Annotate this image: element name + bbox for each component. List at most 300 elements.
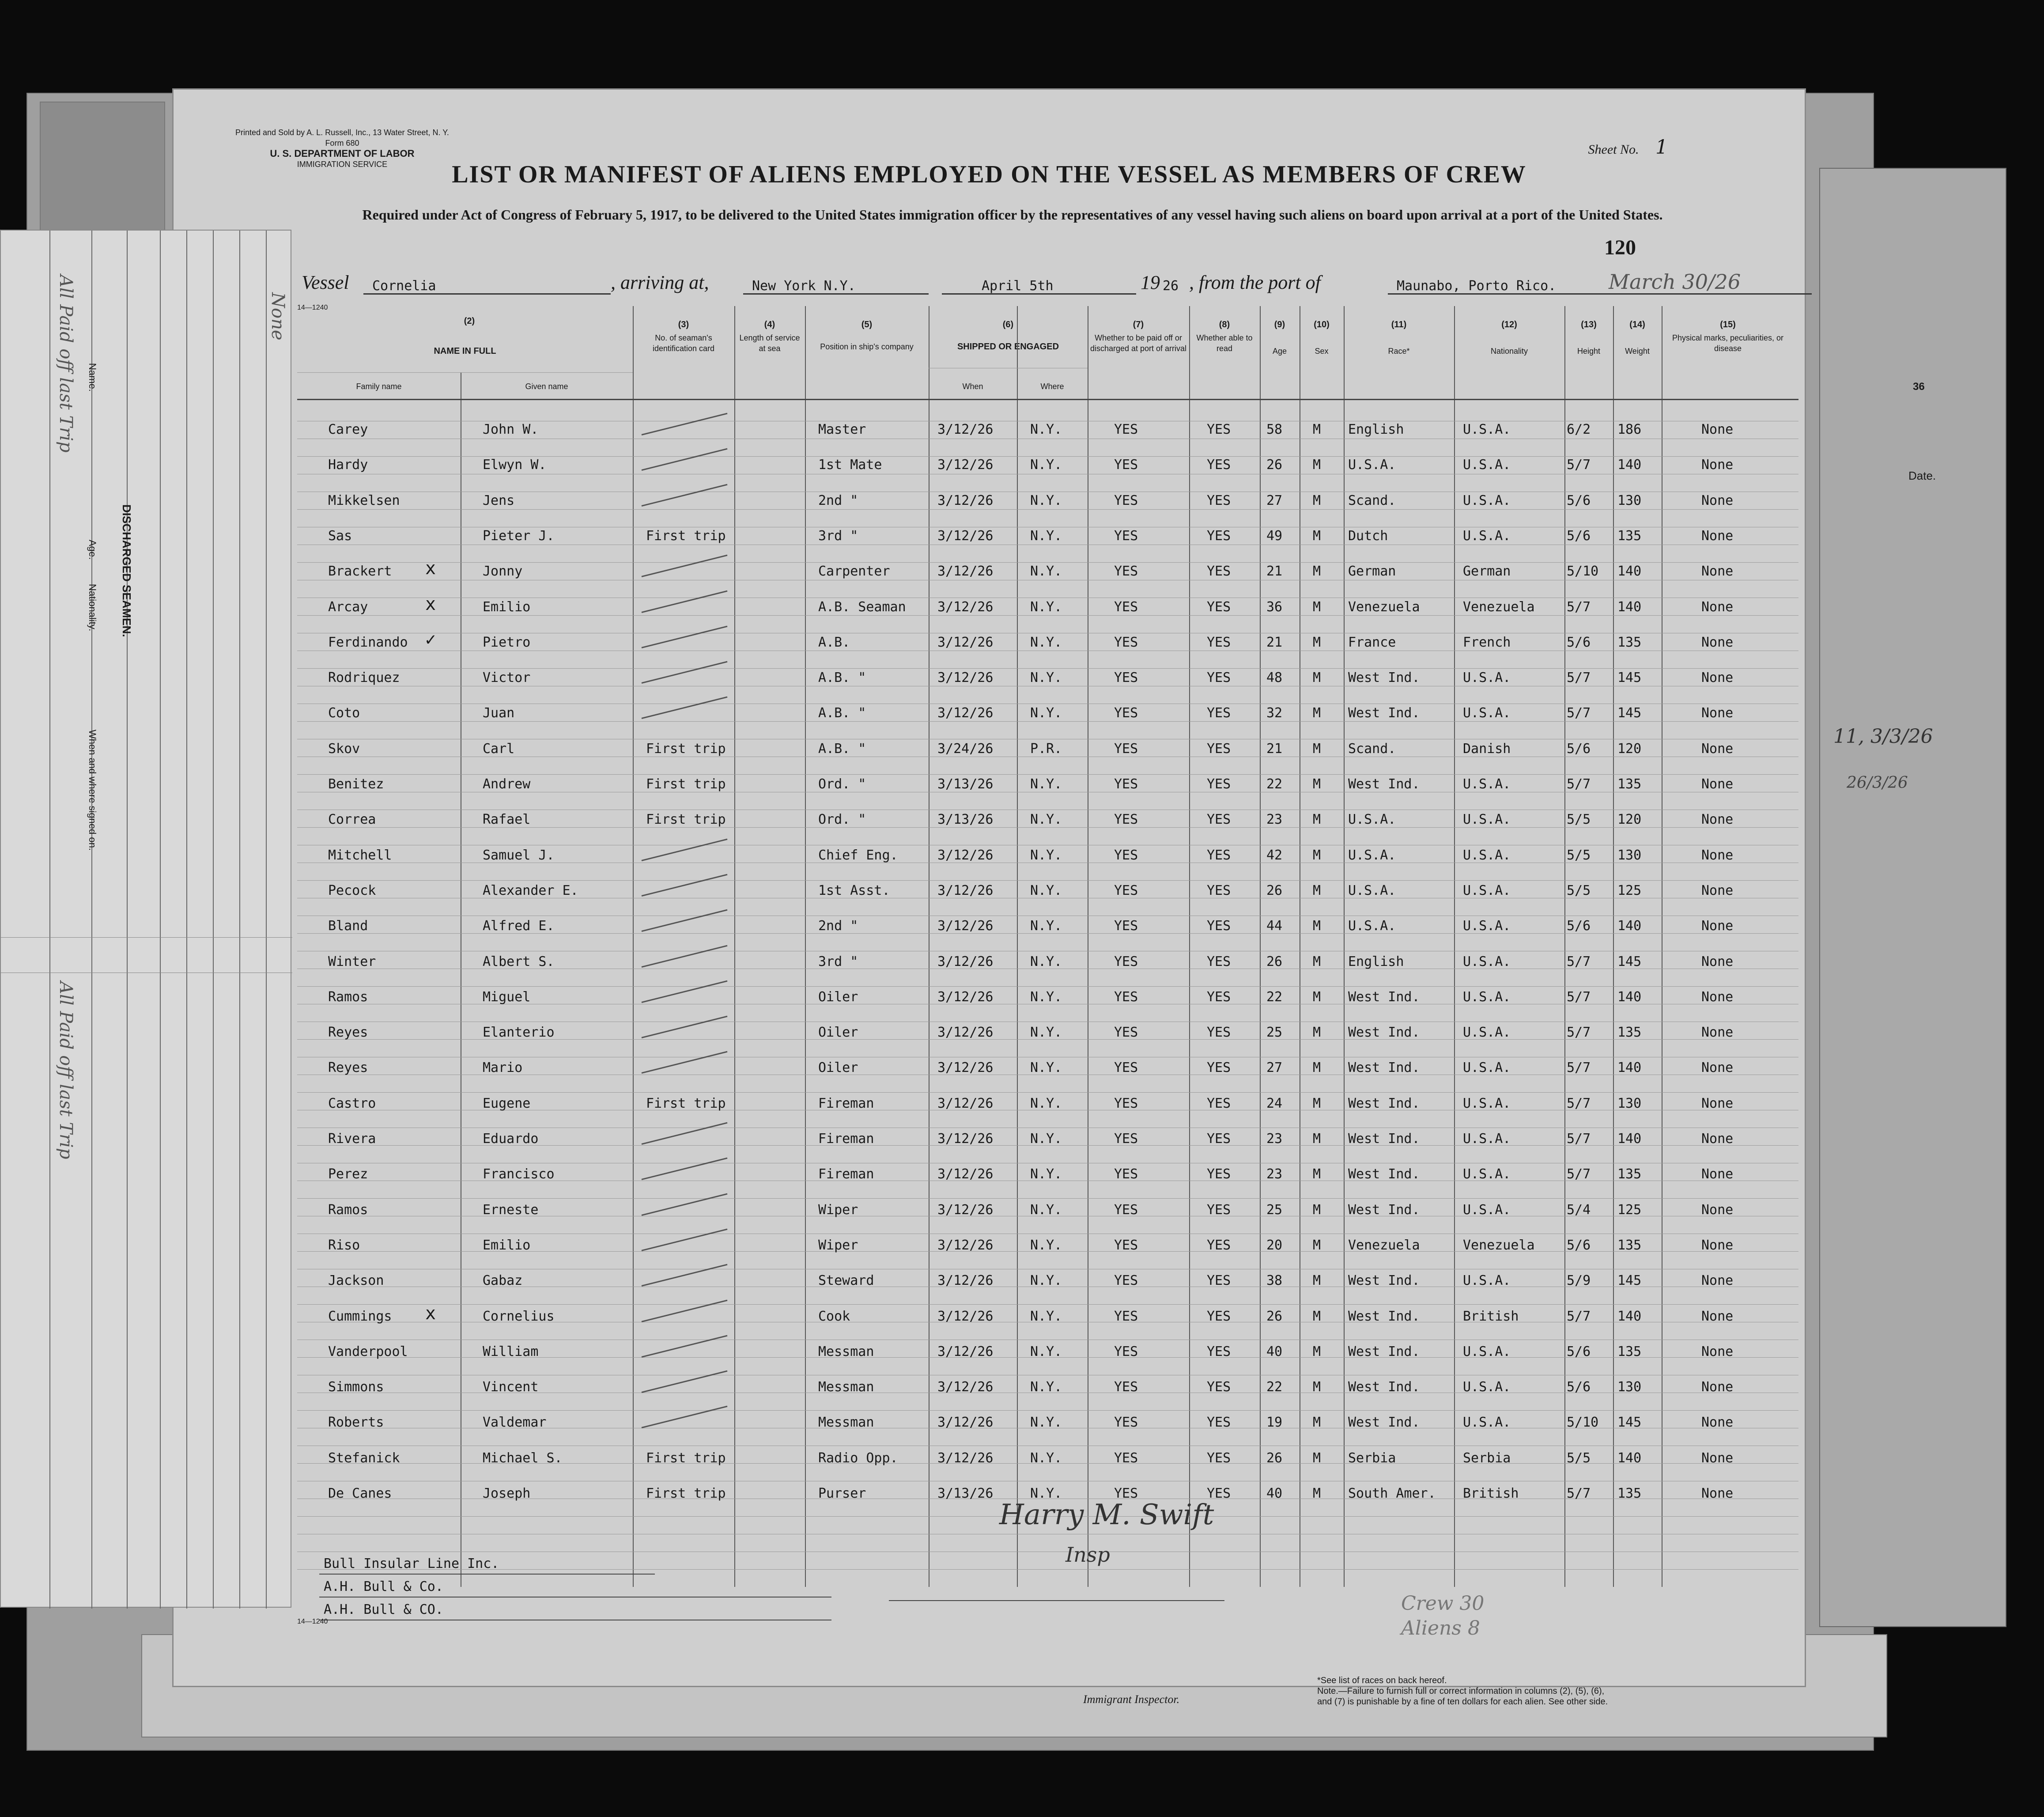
cell-given: Francisco: [483, 1166, 555, 1182]
vessel-name: Cornelia: [372, 278, 436, 294]
cell-paid-off: YES: [1114, 989, 1138, 1005]
date-underline: [942, 293, 1136, 295]
cell-given: Emilio: [483, 599, 531, 615]
cell-when: 3/12/26: [937, 1273, 994, 1289]
cell-race: West Ind.: [1348, 1415, 1420, 1431]
cell-position: 3rd ": [818, 954, 858, 969]
cell-sex: M: [1313, 1025, 1321, 1041]
cell-sex: M: [1313, 1166, 1321, 1182]
cell-family: Jackson: [328, 1273, 384, 1289]
cell-position: A.B. Seaman: [818, 599, 906, 615]
pencil-stroke: [642, 1370, 728, 1393]
cell-weight: 135: [1617, 1025, 1642, 1041]
cell-card: First trip: [646, 741, 726, 757]
cell-height: 5/6: [1567, 1344, 1591, 1359]
cell-age: 40: [1266, 1344, 1283, 1359]
cell-sex: M: [1313, 882, 1321, 898]
cell-read: YES: [1207, 528, 1231, 544]
cell-age: 27: [1266, 492, 1283, 508]
cell-nationality: U.S.A.: [1463, 812, 1511, 828]
voyage-line: [302, 266, 1812, 297]
cell-nationality: U.S.A.: [1463, 1344, 1511, 1359]
cell-where: N.Y.: [1030, 422, 1062, 437]
handwritten-date: March 30/26: [1609, 270, 1741, 294]
cell-height: 5/6: [1567, 492, 1591, 508]
pencil-stroke: [642, 1122, 728, 1145]
crew-row: [297, 842, 1798, 878]
cell-height: 5/5: [1567, 812, 1591, 828]
cell-given: Erneste: [483, 1202, 539, 1218]
cell-sex: M: [1313, 1131, 1321, 1147]
col-3-number: (3): [678, 320, 689, 329]
cell-marks: None: [1701, 457, 1734, 473]
crew-row: [297, 558, 1798, 594]
form-number: Form 680: [325, 139, 359, 148]
ruled-line: [297, 1569, 1798, 1570]
cell-paid-off: YES: [1114, 954, 1138, 969]
cell-race: German: [1348, 564, 1396, 579]
crew-row: [297, 523, 1798, 558]
col-9-header: Age: [1272, 347, 1287, 356]
cell-given: Emilio: [483, 1237, 531, 1253]
form-code-bottom: 14—1240: [297, 1618, 328, 1625]
cell-where: N.Y.: [1030, 1095, 1062, 1111]
cell-position: Messman: [818, 1344, 874, 1359]
cell-sex: M: [1313, 599, 1321, 615]
cell-when: 3/12/26: [937, 528, 994, 544]
crew-row: [297, 913, 1798, 948]
cell-height: 5/7: [1567, 1166, 1591, 1182]
cell-card: First trip: [646, 1095, 726, 1111]
cell-position: Carpenter: [818, 564, 890, 579]
slip-handwriting-2: All Paid off last Trip: [56, 981, 76, 1159]
cell-given: Valdemar: [483, 1415, 547, 1431]
slip-header-rule: [1, 937, 292, 938]
cell-family: Arcay: [328, 599, 368, 615]
cell-nationality: British: [1463, 1486, 1519, 1501]
cell-race: West Ind.: [1348, 1025, 1420, 1041]
cell-weight: 140: [1617, 989, 1642, 1005]
cell-nationality: Danish: [1463, 741, 1511, 757]
cell-where: N.Y.: [1030, 1308, 1062, 1324]
cell-position: 1st Asst.: [818, 882, 890, 898]
cell-nationality: British: [1463, 1308, 1519, 1324]
cell-marks: None: [1701, 776, 1734, 792]
cell-read: YES: [1207, 457, 1231, 473]
cell-paid-off: YES: [1114, 1237, 1138, 1253]
cell-position: Wiper: [818, 1202, 858, 1218]
cell-age: 32: [1266, 705, 1283, 721]
cell-height: 5/6: [1567, 918, 1591, 934]
company-line-1: Bull Insular Line Inc.: [324, 1556, 499, 1571]
cell-given: Joseph: [483, 1486, 531, 1501]
cell-family: Perez: [328, 1166, 368, 1182]
cell-when: 3/12/26: [937, 564, 994, 579]
cell-position: Messman: [818, 1415, 874, 1431]
crew-row: [297, 1409, 1798, 1445]
cell-read: YES: [1207, 670, 1231, 686]
cell-weight: 145: [1617, 1415, 1642, 1431]
cell-paid-off: YES: [1114, 599, 1138, 615]
cell-marks: None: [1701, 741, 1734, 757]
cell-when: 3/12/26: [937, 1308, 994, 1324]
cell-sex: M: [1313, 634, 1321, 650]
cell-weight: 145: [1617, 670, 1642, 686]
cell-marks: None: [1701, 1379, 1734, 1395]
cell-nationality: U.S.A.: [1463, 1379, 1511, 1395]
arrival-date: April 5th: [982, 278, 1054, 294]
cell-marks: None: [1701, 1486, 1734, 1501]
cell-family: Ferdinando: [328, 634, 408, 650]
cell-nationality: U.S.A.: [1463, 1415, 1511, 1431]
cell-where: N.Y.: [1030, 776, 1062, 792]
slip-divider-7: [239, 231, 240, 1609]
col-8-header: Whether able to read: [1196, 333, 1253, 353]
col-12-number: (12): [1501, 320, 1517, 329]
cell-read: YES: [1207, 1273, 1231, 1289]
cell-read: YES: [1207, 1060, 1231, 1076]
cell-paid-off: YES: [1114, 1095, 1138, 1111]
cell-paid-off: YES: [1114, 422, 1138, 437]
col-10-header: Sex: [1315, 347, 1329, 356]
cell-position: 1st Mate: [818, 457, 882, 473]
cell-given: Vincent: [483, 1379, 539, 1395]
cell-sex: M: [1313, 705, 1321, 721]
cell-read: YES: [1207, 1237, 1231, 1253]
cell-height: 5/6: [1567, 741, 1591, 757]
col-10-number: (10): [1314, 320, 1330, 329]
crew-count-note: Crew 30: [1401, 1592, 1485, 1615]
slip-handwriting-1: All Paid off last Trip: [56, 275, 76, 453]
cell-weight: 135: [1617, 528, 1642, 544]
cell-read: YES: [1207, 882, 1231, 898]
cell-nationality: Venezuela: [1463, 1237, 1535, 1253]
cell-race: West Ind.: [1348, 1166, 1420, 1182]
cell-sex: M: [1313, 1415, 1321, 1431]
slip-divider-8: [266, 231, 267, 1609]
cell-weight: 140: [1617, 599, 1642, 615]
cell-position: A.B. ": [818, 670, 866, 686]
cell-when: 3/12/26: [937, 1344, 994, 1359]
manifest-sheet: [172, 88, 1806, 1707]
cell-weight: 140: [1617, 1450, 1642, 1466]
col-13-header: Height: [1577, 347, 1601, 356]
cell-when: 3/12/26: [937, 1131, 994, 1147]
cell-paid-off: YES: [1114, 564, 1138, 579]
from-underline: [1388, 293, 1812, 295]
cell-height: 5/5: [1567, 882, 1591, 898]
cell-weight: 135: [1617, 776, 1642, 792]
col-2-header: NAME IN FULL: [434, 346, 496, 356]
cell-nationality: U.S.A.: [1463, 670, 1511, 686]
cell-sex: M: [1313, 918, 1321, 934]
cell-when: 3/12/26: [937, 847, 994, 863]
cell-given: Alexander E.: [483, 882, 578, 898]
check-mark: ✓: [425, 629, 436, 650]
cell-where: N.Y.: [1030, 599, 1062, 615]
cell-weight: 135: [1617, 1486, 1642, 1501]
cell-where: N.Y.: [1030, 954, 1062, 969]
year-prefix: 19: [1141, 272, 1160, 293]
cell-position: Ord. ": [818, 776, 866, 792]
vessel-label: Vessel: [302, 272, 349, 293]
cell-nationality: German: [1463, 564, 1511, 579]
cell-race: English: [1348, 422, 1404, 437]
cell-height: 5/5: [1567, 847, 1591, 863]
cell-marks: None: [1701, 670, 1734, 686]
crew-row: [297, 629, 1798, 665]
cell-position: Master: [818, 422, 866, 437]
cell-when: 3/12/26: [937, 989, 994, 1005]
cell-given: Michael S.: [483, 1450, 563, 1466]
cell-age: 26: [1266, 954, 1283, 969]
cell-family: Carey: [328, 422, 368, 437]
col-6-number: (6): [1002, 320, 1014, 329]
cell-paid-off: YES: [1114, 1060, 1138, 1076]
crew-row: [297, 1339, 1798, 1374]
cell-marks: None: [1701, 1415, 1734, 1431]
cell-when: 3/12/26: [937, 1450, 994, 1466]
cell-when: 3/12/26: [937, 1379, 994, 1395]
cell-position: Chief Eng.: [818, 847, 898, 863]
crew-row: [297, 736, 1798, 771]
slip-divider-3: [127, 231, 128, 1609]
department-name: U. S. DEPARTMENT OF LABOR: [270, 148, 415, 159]
cell-nationality: U.S.A.: [1463, 847, 1511, 863]
footnote-penalty-continued: and (7) is punishable by a fine of ten dollars for each alien. See other side.: [1317, 1697, 1608, 1707]
cell-age: 38: [1266, 1273, 1283, 1289]
check-mark: x: [425, 558, 436, 579]
cell-where: N.Y.: [1030, 812, 1062, 828]
cell-race: West Ind.: [1348, 989, 1420, 1005]
cell-given: Pietro: [483, 634, 531, 650]
cell-nationality: U.S.A.: [1463, 1202, 1511, 1218]
pencil-stroke: [642, 590, 728, 613]
cell-race: West Ind.: [1348, 1095, 1420, 1111]
cell-height: 5/6: [1567, 1237, 1591, 1253]
document-subtitle: Required under Act of Congress of February 5, 1917, to be delivered to the United States immigration officer by the representatives of any vessel having such aliens on board upon arrival at a port of the United States.: [362, 207, 1663, 223]
cell-family: Hardy: [328, 457, 368, 473]
cell-where: N.Y.: [1030, 1237, 1062, 1253]
pencil-stroke: [642, 1193, 728, 1215]
cell-given: Elwyn W.: [483, 457, 547, 473]
cell-card: First trip: [646, 1486, 726, 1501]
cell-race: U.S.A.: [1348, 457, 1396, 473]
crew-row: [297, 416, 1798, 452]
cell-when: 3/12/26: [937, 1166, 994, 1182]
cell-where: N.Y.: [1030, 989, 1062, 1005]
slip-col-nationality: Nationality.: [87, 584, 98, 632]
cell-nationality: U.S.A.: [1463, 457, 1511, 473]
cell-paid-off: YES: [1114, 1308, 1138, 1324]
cell-race: Serbia: [1348, 1450, 1396, 1466]
cell-family: Skov: [328, 741, 360, 757]
cell-when: 3/12/26: [937, 918, 994, 934]
cell-nationality: U.S.A.: [1463, 492, 1511, 508]
cell-where: N.Y.: [1030, 670, 1062, 686]
cell-height: 5/6: [1567, 528, 1591, 544]
cell-sex: M: [1313, 564, 1321, 579]
col-7-header: Whether to be paid off or discharged at port of arrival: [1090, 333, 1187, 353]
cell-paid-off: YES: [1114, 882, 1138, 898]
col-4-number: (4): [764, 320, 775, 329]
cell-weight: 130: [1617, 1095, 1642, 1111]
cell-when: 3/13/26: [937, 776, 994, 792]
cell-paid-off: YES: [1114, 812, 1138, 828]
cell-when: 3/12/26: [937, 1060, 994, 1076]
col-13-number: (13): [1581, 320, 1597, 329]
adjacent-sheet-date-label: Date.: [1908, 469, 1936, 482]
crew-row: [297, 1161, 1798, 1196]
cell-height: 5/7: [1567, 776, 1591, 792]
adjacent-sheet: [1819, 168, 2006, 1627]
cell-when: 3/12/26: [937, 457, 994, 473]
cell-when: 3/12/26: [937, 634, 994, 650]
cell-marks: None: [1701, 1202, 1734, 1218]
cell-given: Jens: [483, 492, 515, 508]
cell-nationality: U.S.A.: [1463, 954, 1511, 969]
cell-family: Benitez: [328, 776, 384, 792]
cell-weight: 135: [1617, 1344, 1642, 1359]
cell-sex: M: [1313, 776, 1321, 792]
col-15-header: Physical marks, peculiarities, or disease: [1672, 333, 1784, 353]
cell-race: Venezuela: [1348, 1237, 1420, 1253]
cell-marks: None: [1701, 599, 1734, 615]
cell-weight: 125: [1617, 1202, 1642, 1218]
form-code: 14—1240: [297, 304, 328, 311]
cell-nationality: U.S.A.: [1463, 776, 1511, 792]
pencil-stroke: [642, 1264, 728, 1287]
cell-family: Vanderpool: [328, 1344, 408, 1359]
cell-age: 23: [1266, 1166, 1283, 1182]
cell-age: 44: [1266, 918, 1283, 934]
cell-nationality: U.S.A.: [1463, 1131, 1511, 1147]
cell-age: 21: [1266, 564, 1283, 579]
cell-age: 23: [1266, 1131, 1283, 1147]
cell-given: Jonny: [483, 564, 523, 579]
cell-given: Andrew: [483, 776, 531, 792]
inspector-signature: Harry M. Swift: [999, 1499, 1214, 1531]
cell-age: 22: [1266, 989, 1283, 1005]
cell-height: 5/7: [1567, 954, 1591, 969]
family-name-header: Family name: [356, 382, 402, 391]
cell-when: 3/12/26: [937, 1095, 994, 1111]
cell-position: Ord. ": [818, 812, 866, 828]
adjacent-sheet-number: 36: [1913, 381, 1925, 393]
cell-where: N.Y.: [1030, 1379, 1062, 1395]
cell-paid-off: YES: [1114, 670, 1138, 686]
cell-weight: 140: [1617, 457, 1642, 473]
check-mark: x: [425, 594, 436, 614]
document-title: LIST OR MANIFEST OF ALIENS EMPLOYED ON THE VESSEL AS MEMBERS OF CREW: [452, 161, 1526, 188]
cell-when: 3/12/26: [937, 492, 994, 508]
crew-row: [297, 1126, 1798, 1161]
sheet-number-field: [1588, 136, 1668, 159]
cell-when: 3/12/26: [937, 1237, 994, 1253]
service-name: IMMIGRATION SERVICE: [297, 160, 388, 169]
cell-paid-off: YES: [1114, 1379, 1138, 1395]
cell-nationality: U.S.A.: [1463, 1273, 1511, 1289]
cell-position: Oiler: [818, 989, 858, 1005]
cell-when: 3/13/26: [937, 1486, 994, 1501]
crew-row: [297, 1090, 1798, 1126]
pencil-stroke: [642, 1016, 728, 1038]
col-12-header: Nationality: [1490, 347, 1528, 356]
cell-sex: M: [1313, 528, 1321, 544]
cell-family: Simmons: [328, 1379, 384, 1395]
cell-weight: 140: [1617, 918, 1642, 934]
cell-height: 6/2: [1567, 422, 1591, 437]
cell-sex: M: [1313, 492, 1321, 508]
cell-when: 3/12/26: [937, 670, 994, 686]
cell-paid-off: YES: [1114, 1025, 1138, 1041]
col-3-header: No. of seaman's identification card: [652, 333, 715, 353]
cell-race: West Ind.: [1348, 705, 1420, 721]
pencil-stroke: [642, 697, 728, 719]
pencil-stroke: [642, 909, 728, 932]
col-11-number: (11): [1391, 320, 1407, 329]
cell-marks: None: [1701, 989, 1734, 1005]
crew-row: [297, 1303, 1798, 1339]
cell-height: 5/6: [1567, 634, 1591, 650]
cell-paid-off: YES: [1114, 1202, 1138, 1218]
cell-age: 58: [1266, 422, 1283, 437]
cell-position: Fireman: [818, 1131, 874, 1147]
cell-race: Scand.: [1348, 741, 1396, 757]
cell-height: 5/9: [1567, 1273, 1591, 1289]
cell-height: 5/7: [1567, 599, 1591, 615]
cell-paid-off: YES: [1114, 1131, 1138, 1147]
cell-weight: 130: [1617, 847, 1642, 863]
cell-height: 5/10: [1567, 1415, 1599, 1431]
cell-height: 5/7: [1567, 989, 1591, 1005]
cell-position: Radio Opp.: [818, 1450, 898, 1466]
cell-position: Oiler: [818, 1060, 858, 1076]
cell-nationality: U.S.A.: [1463, 1095, 1511, 1111]
cell-height: 5/7: [1567, 1095, 1591, 1111]
cell-given: Miguel: [483, 989, 531, 1005]
cell-where: N.Y.: [1030, 564, 1062, 579]
crew-row: [297, 1268, 1798, 1303]
cell-family: Pecock: [328, 882, 376, 898]
cell-paid-off: YES: [1114, 705, 1138, 721]
page-number: 120: [1604, 236, 1636, 259]
cell-where: N.Y.: [1030, 1202, 1062, 1218]
cell-marks: None: [1701, 1131, 1734, 1147]
cell-weight: 140: [1617, 1308, 1642, 1324]
cell-where: N.Y.: [1030, 847, 1062, 863]
crew-row: [297, 1019, 1798, 1055]
cell-height: 5/7: [1567, 457, 1591, 473]
cell-when: 3/12/26: [937, 1415, 994, 1431]
cell-position: Fireman: [818, 1095, 874, 1111]
cell-sex: M: [1313, 1095, 1321, 1111]
cell-race: South Amer.: [1348, 1486, 1436, 1501]
crew-row: [297, 1232, 1798, 1268]
cell-given: John W.: [483, 422, 539, 437]
cell-given: Victor: [483, 670, 531, 686]
cell-family: Cummings: [328, 1308, 392, 1324]
cell-paid-off: YES: [1114, 741, 1138, 757]
cell-height: 5/7: [1567, 670, 1591, 686]
cell-race: U.S.A.: [1348, 882, 1396, 898]
cell-age: 36: [1266, 599, 1283, 615]
cell-card: First trip: [646, 528, 726, 544]
cell-marks: None: [1701, 1166, 1734, 1182]
aliens-count-note: Aliens 8: [1401, 1617, 1480, 1639]
arrival-year: 26: [1163, 278, 1179, 294]
slip-divider-1: [49, 231, 50, 1609]
